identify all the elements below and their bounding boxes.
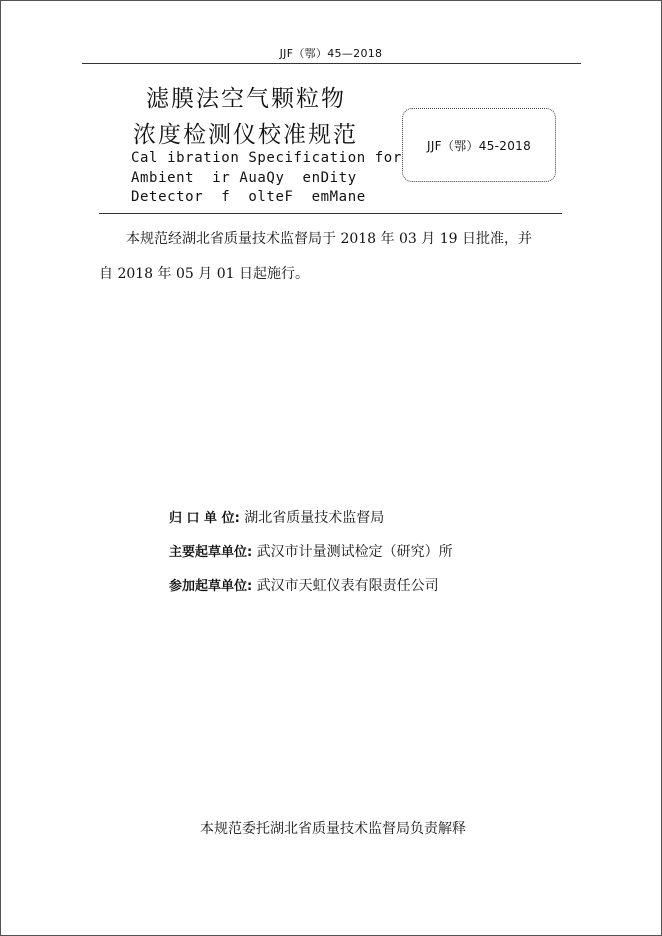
org-label: 参加起草单位: bbox=[169, 579, 253, 594]
title-en-line2: Ambient ir AuaQy enDity bbox=[131, 170, 357, 186]
org-row-responsible-unit bbox=[169, 507, 384, 527]
specification-code: JJF（鄂）45-2018 bbox=[426, 138, 532, 153]
header-rule bbox=[82, 63, 581, 64]
org-value: 武汉市天虹仪表有限责任公司 bbox=[256, 578, 439, 594]
running-header: JJF（鄂）45—2018 bbox=[279, 47, 383, 60]
org-row-participating-unit bbox=[169, 575, 439, 595]
org-value: 武汉市计量测试检定（研究）所 bbox=[256, 544, 453, 560]
org-value: 湖北省质量技术监督局 bbox=[244, 510, 385, 526]
title-rule bbox=[99, 213, 562, 214]
approval-text-line1: 本规范经湖北省质量技术监督局于 2018 年 03 月 19 日批准，并 bbox=[126, 231, 532, 247]
specification-code-box bbox=[402, 108, 556, 182]
org-label: 主要起草单位: bbox=[169, 545, 253, 560]
title-en-line1: Cal ibration Specification for bbox=[131, 150, 402, 166]
title-en-line3: Detector f olteF emMane bbox=[131, 189, 366, 205]
org-label: 归 口 单 位: bbox=[169, 511, 240, 526]
org-row-main-drafting-unit bbox=[169, 541, 453, 561]
title-cn-line1: 滤膜法空气颗粒物 bbox=[146, 86, 346, 112]
interpretation-note: 本规范委托湖北省质量技术监督局负责解释 bbox=[200, 821, 466, 837]
title-cn-line2: 浓度检测仪校准规范 bbox=[133, 122, 358, 148]
approval-text-line2: 自 2018 年 05 月 01 日起施行。 bbox=[99, 266, 309, 282]
